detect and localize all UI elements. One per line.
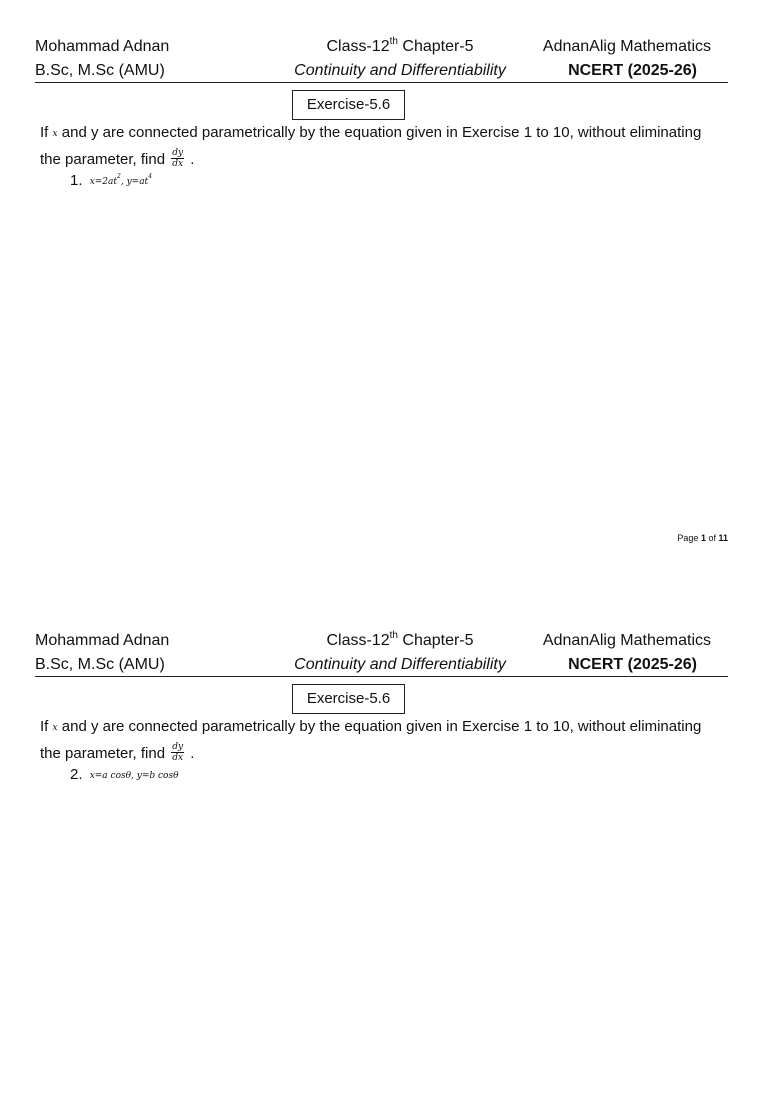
page-1 — [0, 0, 768, 543]
item-number: 2. — [70, 766, 83, 783]
instruction-text — [40, 714, 720, 766]
eq-part-a: x=2at — [89, 177, 118, 187]
intro-a: If — [40, 718, 53, 735]
intro-b: and y are connected parametrically by the equation given in Exercise 1 to 10, without eliminating the parameter, find — [40, 124, 702, 168]
author-degree: B.Sc, M.Sc (AMU) — [35, 62, 165, 79]
dy-dx-fraction — [171, 148, 184, 169]
dy-dx-fraction — [171, 742, 184, 763]
class-sup: th — [389, 35, 398, 47]
class-prefix: Class-12 — [326, 38, 390, 55]
exercise-title-box: Exercise-5.6 — [292, 684, 405, 714]
edition-label: NCERT (2025-26) — [568, 656, 697, 673]
page-label: Page — [677, 533, 701, 543]
intro-b: and y are connected parametrically by the equation given in Exercise 1 to 10, without eliminating the parameter, find — [40, 718, 702, 762]
page-of: of — [705, 533, 719, 543]
instruction-text — [40, 120, 720, 172]
intro-end: . — [186, 151, 195, 168]
eq-exp-b: 4 — [148, 173, 153, 180]
intro-x-var: x — [52, 723, 58, 733]
page-number — [677, 533, 728, 543]
class-sup: th — [389, 629, 398, 641]
question-item-1 — [70, 172, 152, 191]
intro-x-var: x — [52, 129, 58, 139]
eq-part-b: , y=at — [120, 177, 149, 187]
author-name: Mohammad Adnan — [35, 632, 170, 649]
fraction-denominator: dx — [172, 158, 184, 169]
exercise-title-box: Exercise-5.6 — [292, 90, 405, 120]
fraction-numerator: dy — [172, 147, 184, 158]
item-equation: x=a cosθ, y=b cosθ — [89, 771, 179, 781]
item-number: 1. — [70, 172, 83, 189]
intro-a: If — [40, 124, 53, 141]
fraction-numerator: dy — [172, 741, 184, 752]
fraction-denominator: dx — [172, 752, 184, 763]
class-suffix: Chapter-5 — [397, 38, 474, 55]
eq-exp-a: 2 — [117, 173, 121, 180]
header-divider — [35, 676, 728, 677]
edition-label: NCERT (2025-26) — [568, 62, 697, 79]
item-equation — [89, 173, 153, 187]
header-divider — [35, 82, 728, 83]
page-total: 11 — [718, 533, 728, 543]
brand-name: AdnanAlig Mathematics — [542, 632, 711, 649]
class-prefix: Class-12 — [326, 632, 390, 649]
author-degree: B.Sc, M.Sc (AMU) — [35, 656, 165, 673]
chapter-title: Continuity and Differentiability — [294, 62, 506, 79]
page-2 — [0, 594, 768, 1106]
question-item-2 — [70, 766, 179, 785]
page-current: 1 — [700, 533, 706, 543]
intro-end: . — [186, 745, 195, 762]
class-suffix: Chapter-5 — [397, 632, 474, 649]
author-name: Mohammad Adnan — [35, 38, 170, 55]
class-chapter — [280, 37, 520, 57]
chapter-title: Continuity and Differentiability — [294, 656, 506, 673]
brand-name: AdnanAlig Mathematics — [542, 38, 711, 55]
class-chapter — [280, 631, 520, 651]
